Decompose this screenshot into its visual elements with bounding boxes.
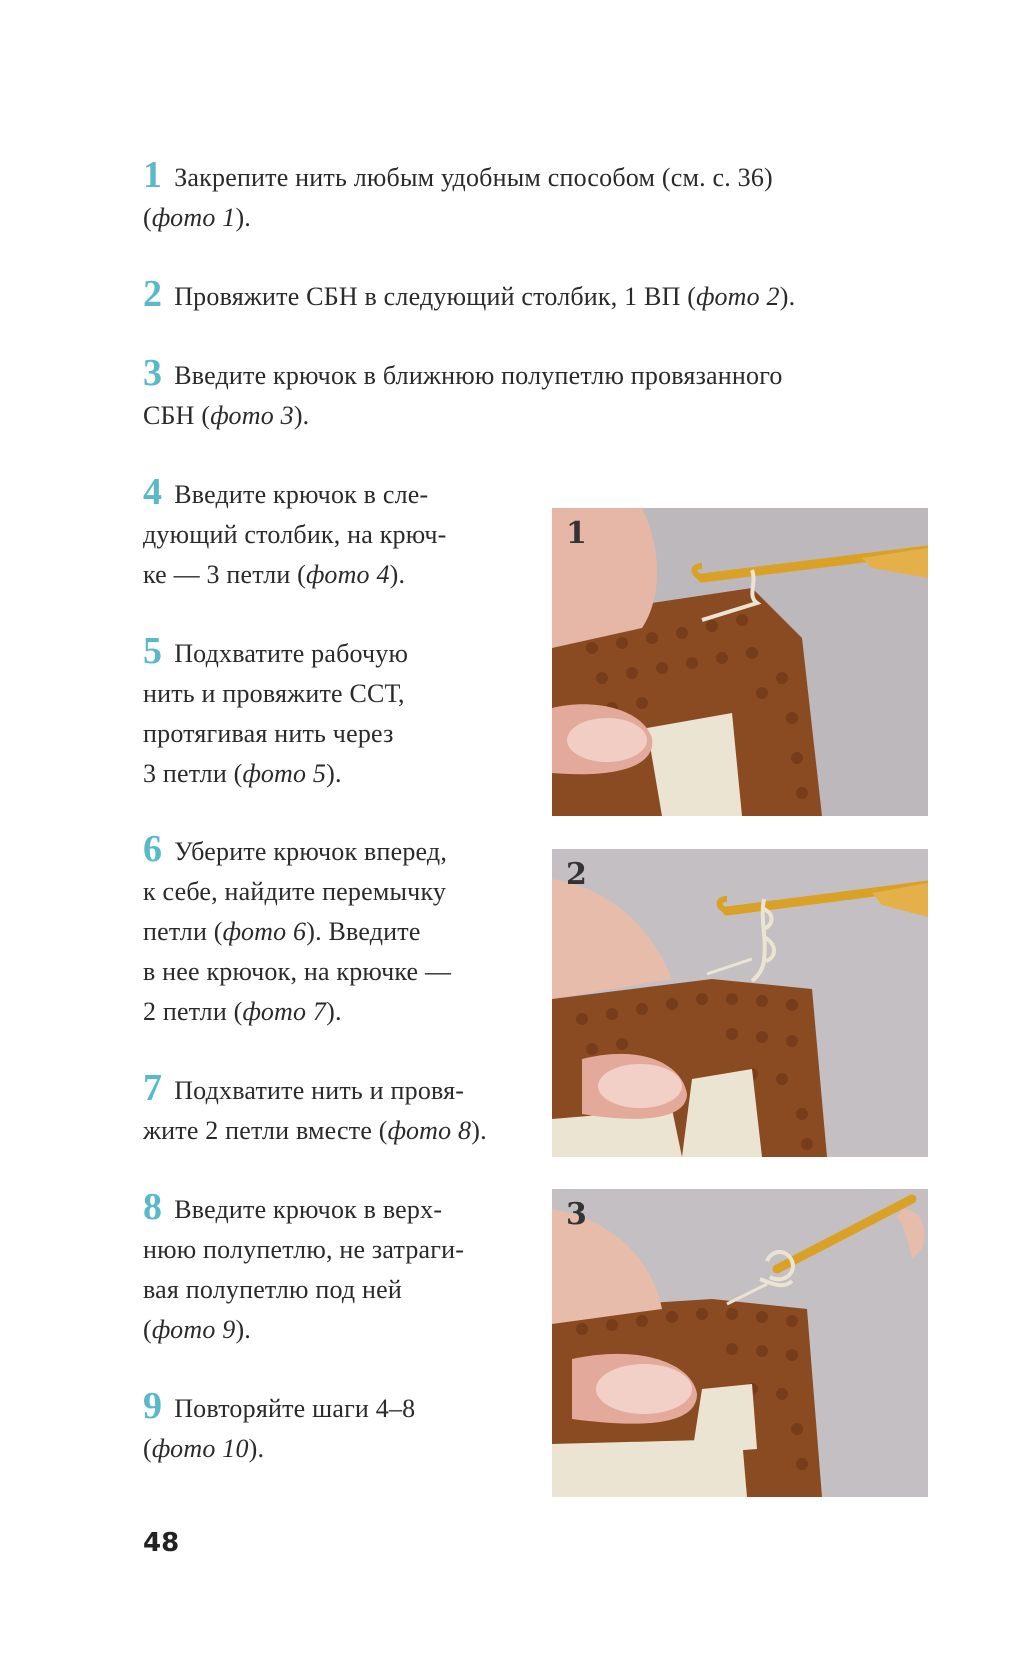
step-4 bbox=[143, 472, 523, 595]
crochet-photo-illustration bbox=[552, 508, 928, 816]
step-text: Закрепите нить любым удобным способом (см. с. 36) ( bbox=[143, 163, 773, 232]
step-text-tail: ). bbox=[235, 1315, 252, 1344]
photo-1 bbox=[552, 508, 928, 816]
step-text-tail: ). bbox=[248, 1434, 265, 1463]
step-7 bbox=[143, 1068, 523, 1151]
step-text: Подхватите рабочую нить и провяжите ССТ, протягивая нить через 3 петли ( bbox=[143, 639, 409, 788]
step-number: 9 bbox=[143, 1385, 163, 1427]
step-5 bbox=[143, 631, 523, 794]
step-number: 2 bbox=[143, 273, 163, 315]
photo-ref: фото 6 bbox=[222, 917, 307, 946]
photo-ref: фото 1 bbox=[151, 203, 236, 232]
step-text: Введите крючок в сле- дующий столбик, на крюч- ке — 3 петли ( bbox=[143, 480, 447, 589]
step-text-middle: ). Введите в нее крючок, на крючке — 2 петли ( bbox=[143, 917, 452, 1026]
step-text: Введите крючок в ближнюю полупетлю провязанного СБН ( bbox=[143, 361, 783, 430]
step-9 bbox=[143, 1386, 523, 1469]
step-text-tail: ). bbox=[293, 401, 310, 430]
step-text: Провяжите СБН в следующий столбик, 1 ВП ( bbox=[174, 282, 697, 311]
crochet-photo-illustration bbox=[552, 1189, 928, 1497]
step-text: Повторяйте шаги 4–8 ( bbox=[143, 1394, 416, 1463]
photo-ref: фото 2 bbox=[696, 282, 780, 311]
step-text-tail: ). bbox=[326, 759, 342, 788]
step-number: 8 bbox=[143, 1186, 163, 1228]
step-number: 6 bbox=[143, 828, 163, 870]
page-number: 48 bbox=[143, 1528, 180, 1558]
photo-3 bbox=[552, 1189, 928, 1497]
step-number: 3 bbox=[143, 352, 163, 394]
step-8 bbox=[143, 1187, 523, 1350]
step-text-tail: ). bbox=[389, 560, 406, 589]
step-3 bbox=[143, 353, 903, 436]
step-text: Уберите крючок вперед, к себе, найдите перемычку петли ( bbox=[143, 837, 448, 946]
photo-ref: фото 3 bbox=[210, 401, 294, 430]
photo-ref: фото 10 bbox=[151, 1434, 249, 1463]
photo-ref: фото 8 bbox=[387, 1116, 472, 1145]
photo-2 bbox=[552, 849, 928, 1157]
step-2 bbox=[143, 274, 903, 317]
step-number: 4 bbox=[143, 471, 163, 513]
step-text-tail: ). bbox=[235, 203, 252, 232]
step-number: 5 bbox=[143, 630, 163, 672]
photo-number: 2 bbox=[566, 857, 587, 892]
step-text-tail: ). bbox=[471, 1116, 487, 1145]
photo-number: 1 bbox=[566, 516, 587, 551]
photo-ref: фото 5 bbox=[242, 759, 327, 788]
step-6 bbox=[143, 829, 523, 1032]
step-number: 1 bbox=[143, 154, 163, 196]
step-text: Подхватите нить и провя- жите 2 петли вместе ( bbox=[143, 1076, 465, 1145]
step-text-tail: ). bbox=[326, 997, 342, 1026]
step-number: 7 bbox=[143, 1067, 163, 1109]
step-text-tail: ). bbox=[779, 282, 796, 311]
crochet-photo-illustration bbox=[552, 849, 928, 1157]
photo-ref: фото 4 bbox=[306, 560, 390, 589]
step-1 bbox=[143, 155, 903, 238]
photo-number: 3 bbox=[566, 1197, 587, 1232]
photo-ref: фото 9 bbox=[151, 1315, 236, 1344]
step-text: Введите крючок в верх- нюю полупетлю, не затраги- вая полупетлю под ней ( bbox=[143, 1195, 465, 1344]
photo-ref-2: фото 7 bbox=[242, 997, 327, 1026]
